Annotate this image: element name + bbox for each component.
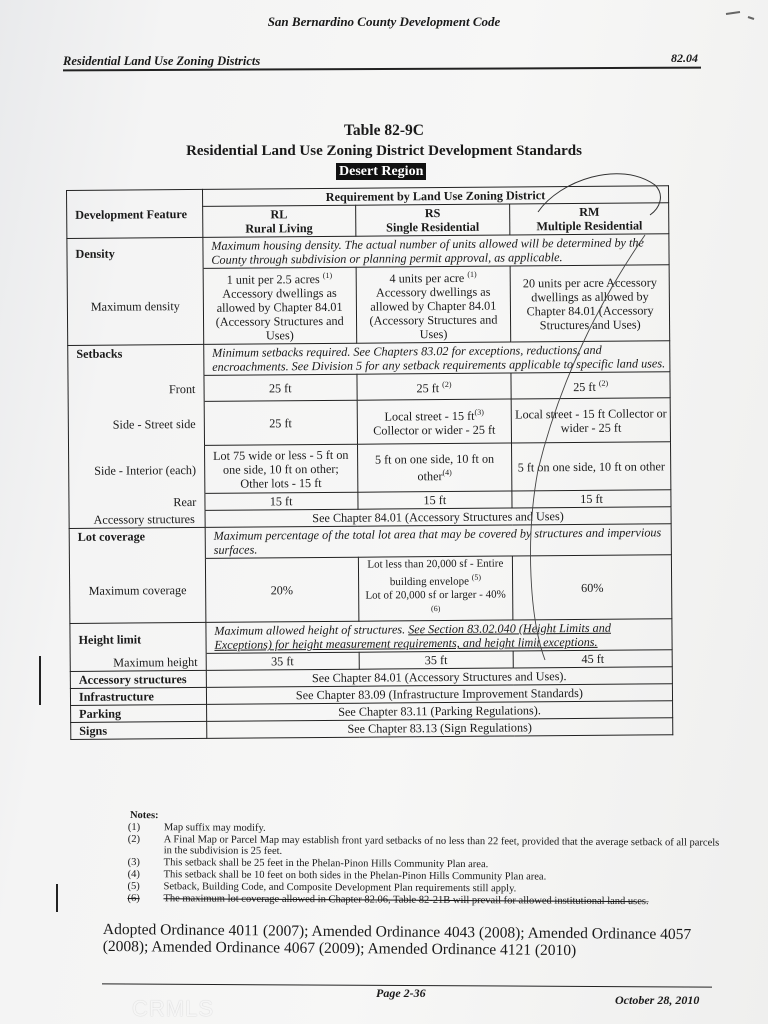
header-zone-rs: RS Single Residential <box>355 204 510 236</box>
height-limit-label: Height limit <box>70 623 206 655</box>
side-interior-label: Side - Interior (each) <box>69 445 205 494</box>
front-label: Front <box>68 375 204 402</box>
rear-rm: 15 ft <box>512 490 671 508</box>
coverage-rl: 20% <box>205 557 358 623</box>
notes-section <box>127 810 728 908</box>
adopted-ordinances: Adopted Ordinance 4011 (2007); Amended Ordinance 4043 (2008); Amended Ordinance 4057 (2008); Amended Ordinance 4067 (2009); Amended Ordinance 4121 (2010) <box>102 921 692 960</box>
side-interior-rm: 5 ft on one side, 10 ft on other <box>512 442 671 491</box>
rear-rl: 15 ft <box>205 492 358 510</box>
header-zone-rm: RM Multiple Residential <box>510 203 669 235</box>
notes-heading: Notes: <box>129 810 159 822</box>
note-item: (4) This setback shall be 10 feet on both sides in the Phelan-Pinon Hills Community Plan area. <box>127 868 547 883</box>
max-height-label: Maximum height <box>70 654 206 672</box>
note-item: (2) A Final Map or Parcel Map may establish front yard setbacks of no less than 22 feet, provided that the average setback of all parcels in the subdivision is 25 feet. <box>127 833 720 858</box>
table-number: Table 82-9C <box>344 122 424 139</box>
side-street-rl: 25 ft <box>204 400 357 445</box>
side-street-rm: Local street - 15 ft Collector or wider - 25 ft <box>511 398 670 443</box>
rear-rs: 15 ft <box>357 491 512 509</box>
density-rs: 4 units per acre $^{(1)}$ Accessory dwellings as allowed by Chapter 84.01 (Accessory Structures and Uses) <box>356 266 511 343</box>
parking-value: See Chapter 83.11 (Parking Regulations). <box>206 701 672 722</box>
side-street-label: Side - Street side <box>68 401 204 446</box>
setbacks-note: Minimum setbacks required. See Chapters 83.02 for exceptions, reductions, and encroachments. See Division 5 for any setback requirements applicable to specific land uses. <box>204 341 670 376</box>
lot-coverage-label: Lot coverage <box>69 527 205 559</box>
parking-label: Parking <box>71 705 207 723</box>
note-item: (3) This setback shall be 25 feet in the Phelan-Pinon Hills Community Plan area. <box>127 857 489 871</box>
height-rs: 35 ft <box>359 651 514 669</box>
side-street-rs: Local street - 15 $ft^{(3)}$ Collector or wider - 25 ft <box>357 399 512 444</box>
footer-date: October 28, 2010 <box>615 993 700 1007</box>
density-rl: 1 unit per 2.5 acres $^{(1)}$ Accessory dwellings as allowed by Chapter 84.01 (Accessory Structures and Uses) <box>203 267 356 344</box>
signs-label: Signs <box>71 722 207 740</box>
watermark: CRMLS <box>132 996 215 1021</box>
height-rm: 45 ft <box>513 650 672 668</box>
document-header-title: San Bernardino County Development Code <box>267 14 501 29</box>
front-rs: 25 ft $^{(2)}$ <box>357 373 512 400</box>
density-label: Density <box>67 237 203 269</box>
region-badge: Desert Region <box>336 163 426 180</box>
note-item: (6) The maximum lot coverage allowed in Chapter 82.06, Table 82-21B will prevail for allowed institutional land uses. <box>127 892 649 907</box>
coverage-rm: 60% <box>513 555 672 621</box>
setbacks-label: Setbacks <box>68 344 204 376</box>
header-development-feature: Development Feature <box>67 189 203 238</box>
header-zone-rl: RL Rural Living <box>202 205 355 237</box>
note-item: (1) Map suffix may modify. <box>127 821 266 834</box>
coverage-rs: Lot less than 20,000 sf - Entire building envelope $^{(5)}$ Lot of 20,000 sf or larger - 40% $^{(6)}$ <box>358 556 513 622</box>
accessory-structures-label: Accessory structures <box>70 671 206 689</box>
lot-coverage-note: Maximum percentage of the total lot area that may be covered by structures and impervious surfaces. <box>205 524 671 559</box>
accessory-setback-label: Accessory structures <box>69 510 205 528</box>
signs-value: See Chapter 83.13 (Sign Regulations) <box>207 718 673 739</box>
density-rm: 20 units per acre Accessory dwellings as allowed by Chapter 84.01 (Accessory Structures and Uses) <box>510 265 669 342</box>
height-rl: 35 ft <box>206 653 359 671</box>
side-interior-rs: 5 ft on one side, 10 ft on other$^{(4)}$ <box>357 443 512 492</box>
note-item: (5) Setback, Building Code, and Composite Development Plan requirements still apply. <box>127 880 517 895</box>
section-number: 82.04 <box>671 51 698 65</box>
table-title: Residential Land Use Zoning District Development Standards <box>186 143 582 159</box>
infrastructure-label: Infrastructure <box>70 688 206 706</box>
rear-label: Rear <box>69 493 205 511</box>
front-rm: 25 ft $^{(2)}$ <box>511 372 670 399</box>
front-rl: 25 ft <box>204 374 357 401</box>
max-coverage-label: Maximum coverage <box>69 558 205 623</box>
density-note: Maximum housing density. The actual number of units allowed will be determined by the County through subdivision or planning permit approval, as applicable. <box>203 234 669 269</box>
infrastructure-value: See Chapter 83.09 (Infrastructure Improvement Standards) <box>206 684 672 705</box>
page-number: Page 2-36 <box>376 986 426 1000</box>
max-density-label: Maximum density <box>67 268 203 345</box>
section-title: Residential Land Use Zoning Districts <box>63 54 261 68</box>
accessory-setback-value: See Chapter 84.01 (Accessory Structures and Uses) <box>205 507 671 528</box>
accessory-structures-value: See Chapter 84.01 (Accessory Structures and Uses). <box>206 667 672 688</box>
height-note: Maximum allowed height of structures. See Section 83.02.040 (Height Limits and Exceptions) for height measurement requirements, and height limit exceptions. <box>206 619 672 654</box>
side-interior-rl: Lot 75 wide or less - 5 ft on one side, 10 ft on other; Other lots - 15 ft <box>204 444 357 493</box>
header-requirement: Requirement by Land Use Zoning District <box>202 186 668 207</box>
development-standards-table <box>66 185 673 740</box>
